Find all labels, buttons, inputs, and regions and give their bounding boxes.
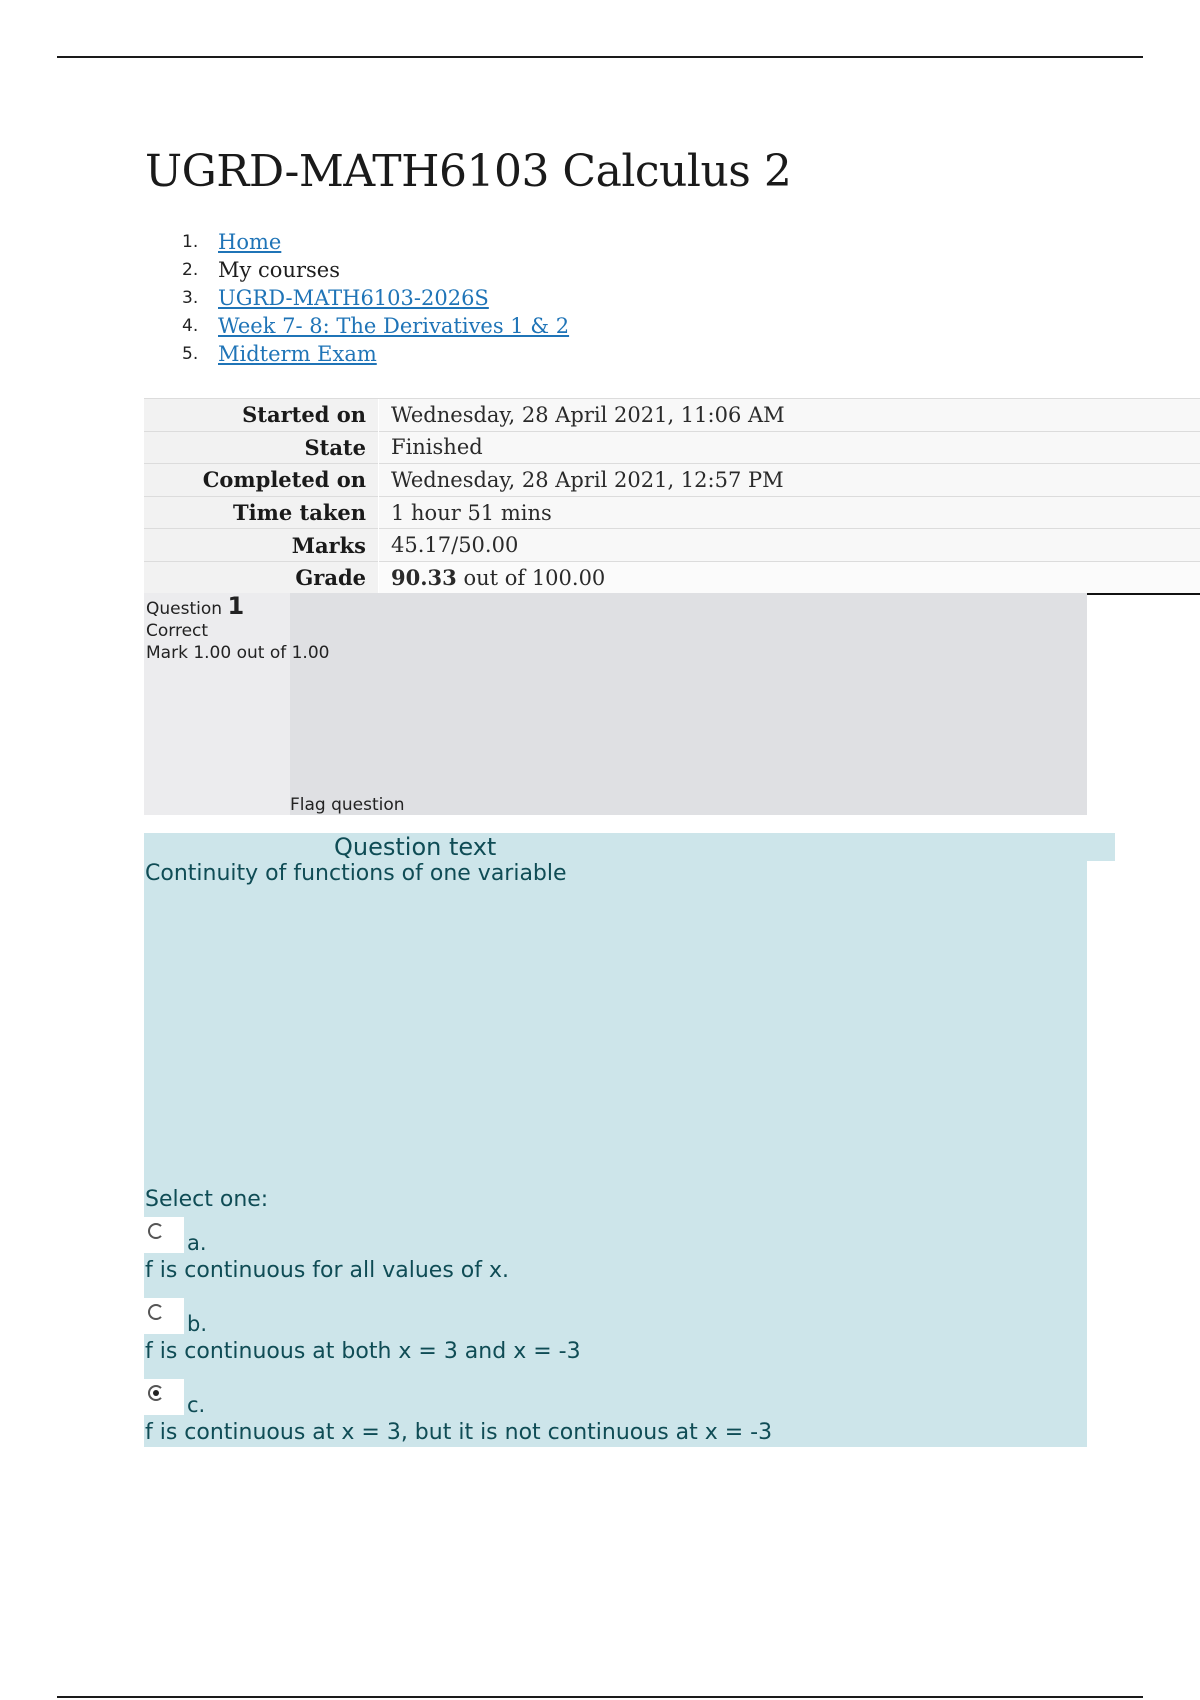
summary-label: State <box>144 431 379 464</box>
radio-container <box>144 1217 184 1253</box>
breadcrumb-number: 5. <box>182 344 199 364</box>
select-one-label: Select one: <box>145 1187 269 1212</box>
breadcrumb-item-course <box>145 284 569 312</box>
breadcrumb-item-week <box>145 312 569 340</box>
summary-value: Wednesday, 28 April 2021, 12:57 PM <box>379 464 1200 497</box>
breadcrumb-number: 1. <box>182 232 199 252</box>
radio-button-b[interactable] <box>148 1304 164 1320</box>
summary-value: 45.17/50.00 <box>379 529 1200 562</box>
option-letter: b. <box>187 1312 208 1336</box>
page-title: UGRD-MATH6103 Calculus 2 <box>145 146 792 197</box>
radio-container <box>144 1298 184 1334</box>
grade-score: 90.33 <box>391 565 457 591</box>
breadcrumb <box>145 228 569 368</box>
option-letter: c. <box>187 1393 206 1417</box>
question-text-header: Question text <box>326 833 1115 861</box>
summary-label: Time taken <box>144 496 379 529</box>
option-text: f is continuous at both x = 3 and x = -3 <box>145 1339 581 1364</box>
summary-row-time-taken <box>144 496 1200 529</box>
summary-value: Wednesday, 28 April 2021, 11:06 AM <box>379 399 1200 432</box>
question-number: 1 <box>227 592 245 620</box>
breadcrumb-item-my-courses <box>145 256 569 284</box>
question-text: Continuity of functions of one variable <box>145 861 567 886</box>
option-text: f is continuous for all values of x. <box>145 1258 509 1283</box>
summary-label: Grade <box>144 561 379 594</box>
breadcrumb-number: 4. <box>182 316 199 336</box>
question-number-line <box>146 592 329 620</box>
option-letter: a. <box>187 1231 207 1255</box>
question-info-panel <box>144 593 1087 815</box>
summary-value: Finished <box>379 431 1200 464</box>
page-top-rule <box>57 56 1143 58</box>
attempt-summary-table <box>144 398 1200 595</box>
summary-row-marks <box>144 529 1200 562</box>
breadcrumb-number: 2. <box>182 260 199 280</box>
page-bottom-rule <box>57 1696 1143 1698</box>
question-label: Question <box>146 599 223 619</box>
radio-container <box>144 1379 184 1415</box>
breadcrumb-link-home[interactable]: Home <box>218 230 282 254</box>
question-content <box>144 833 1087 1447</box>
summary-value: 1 hour 51 mins <box>379 496 1200 529</box>
question-mark: Mark 1.00 out of 1.00 <box>146 643 330 663</box>
option-text: f is continuous at x = 3, but it is not continuous at x = -3 <box>145 1420 773 1445</box>
summary-row-state <box>144 431 1200 464</box>
grade-out-of: out of 100.00 <box>456 566 606 591</box>
breadcrumb-item-home <box>145 228 569 256</box>
breadcrumb-link-midterm-exam[interactable]: Midterm Exam <box>218 342 377 366</box>
summary-row-started-on <box>144 399 1200 432</box>
summary-row-completed-on <box>144 464 1200 497</box>
question-status: Correct <box>146 621 209 641</box>
breadcrumb-item-exam <box>145 340 569 368</box>
radio-button-a[interactable] <box>148 1223 164 1239</box>
breadcrumb-label-my-courses: My courses <box>218 258 340 282</box>
summary-value <box>379 561 1200 594</box>
breadcrumb-link-course[interactable]: UGRD-MATH6103-2026S <box>218 286 489 310</box>
summary-label: Started on <box>144 399 379 432</box>
breadcrumb-number: 3. <box>182 288 199 308</box>
summary-label: Completed on <box>144 464 379 497</box>
radio-button-c-selected[interactable] <box>148 1385 164 1401</box>
breadcrumb-link-week[interactable]: Week 7- 8: The Derivatives 1 & 2 <box>218 314 570 338</box>
flag-question-button[interactable]: Flag question <box>290 795 405 815</box>
summary-row-grade <box>144 561 1200 594</box>
summary-label: Marks <box>144 529 379 562</box>
question-info <box>146 592 330 664</box>
